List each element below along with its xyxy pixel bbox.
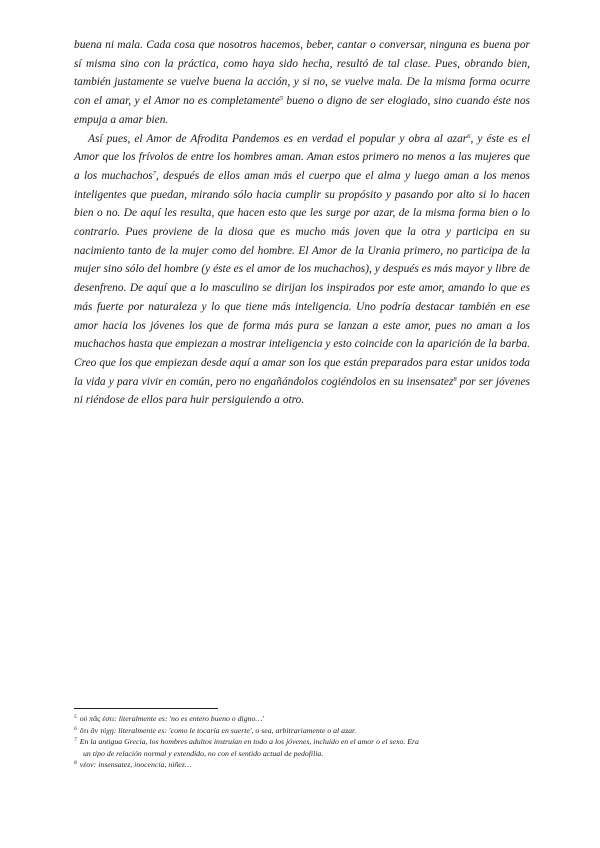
- footnote-ref[interactable]: 7: [152, 169, 156, 177]
- footnote-separator: [74, 708, 218, 709]
- footnote-text: ὅτι ἂν τύχῃ: literalmente es: 'como le tocaría en suerte', o sea, arbitrariamente o al azar.: [79, 725, 357, 735]
- footnote-text: οὐ πᾶς ἐστι: literalmente es: 'no es entero bueno o digno…': [79, 714, 265, 723]
- footnote-number: 5: [74, 714, 77, 720]
- paragraph-1: [74, 36, 530, 130]
- footnotes-section: [74, 708, 530, 771]
- footnote-5: [74, 713, 530, 725]
- paragraph-2: [74, 130, 530, 411]
- footnote-ref[interactable]: 5: [279, 95, 284, 103]
- paragraph-text: bueno o digno de ser elogiado, sino cuando éste nos empuja a amar bien.: [74, 95, 530, 126]
- paragraph-text: Así pues, el Amor de Afrodita Pandemos es en verdad el popular y obra al azar: [88, 132, 468, 145]
- footnote-number: 7: [74, 737, 77, 744]
- footnote-number: 8: [74, 760, 77, 767]
- footnote-ref[interactable]: 6: [467, 132, 471, 140]
- paragraph-text: , después de ellos aman más el cuerpo que el alma y luego aman a los menos inteligentes que puedan, mirando sólo hacia cumplir su propósito y pasando por alto si lo hacen bien o no. De aquí les resulta, que hacen esto que les surge por azar, de la misma forma bien o lo contrario. Pues proviene de la diosa que es mucho más joven que la otra y participa en su nacimiento tanto de la mujer como del hombre. El Amor de la Urania primero, no participa de la mujer sino sólo del hombre (y éste es el amor de los muchachos), y después es más mayor y libre de desenfreno. De aquí que a lo masculino se dirijan los inspirados por este amor, amando lo que es más fuerte por naturaleza y lo que tiene más inteligencia. Uno podría destacar también en ese amor hacia los jóvenes los que de forma más pura se lanzan a este amor, pues no aman a los muchachos hasta que empiezan a mostrar inteligencia y esto coincide con la aparición de la barba. Creo que los que empiezan desde aquí a amar son los que están preparados para estar unidos toda la vida y para vivir en común, pero no engañándolos cogiéndolos en su insensatez: [74, 169, 530, 388]
- footnote-6: [74, 725, 530, 737]
- footnote-text: En la antigua Grecia, los hombres adultos instruían en todo a los jóvenes, incluido en el amor o el sexo. Era: [79, 737, 419, 747]
- footnote-ref[interactable]: 8: [453, 375, 457, 383]
- paragraph-text: por ser jóvenes ni riéndose de ellos para huir persiguiendo a otro.: [74, 375, 530, 407]
- footnote-number: 6: [74, 725, 77, 732]
- footnote-8: [74, 759, 530, 771]
- paragraph-text: buena ni mala. Cada cosa que nosotros hacemos, beber, cantar o conversar, ninguna es buena por sí misma sino con la práctica, como haya sido hecha, resultó de tal clase. Pues, obrando bien, también justamente se vuelve buena la acción, y si no, se vuelve mala. De la misma forma ocurre con el amar, y el Amor no es completamente: [74, 39, 530, 108]
- footnote-text-continued: un tipo de relación normal y extendido, no con el sentido actual de pedofilia.: [83, 748, 324, 758]
- footnote-7: [74, 736, 530, 759]
- footnote-text: νέον: insensatez, inocencia, niñez…: [79, 760, 192, 770]
- page-body: [74, 36, 530, 410]
- paragraph-text: , y éste es el Amor que los frívolos de entre los hombres aman. Aman estos primero no menos a las mujeres que a los muchachos: [74, 132, 530, 182]
